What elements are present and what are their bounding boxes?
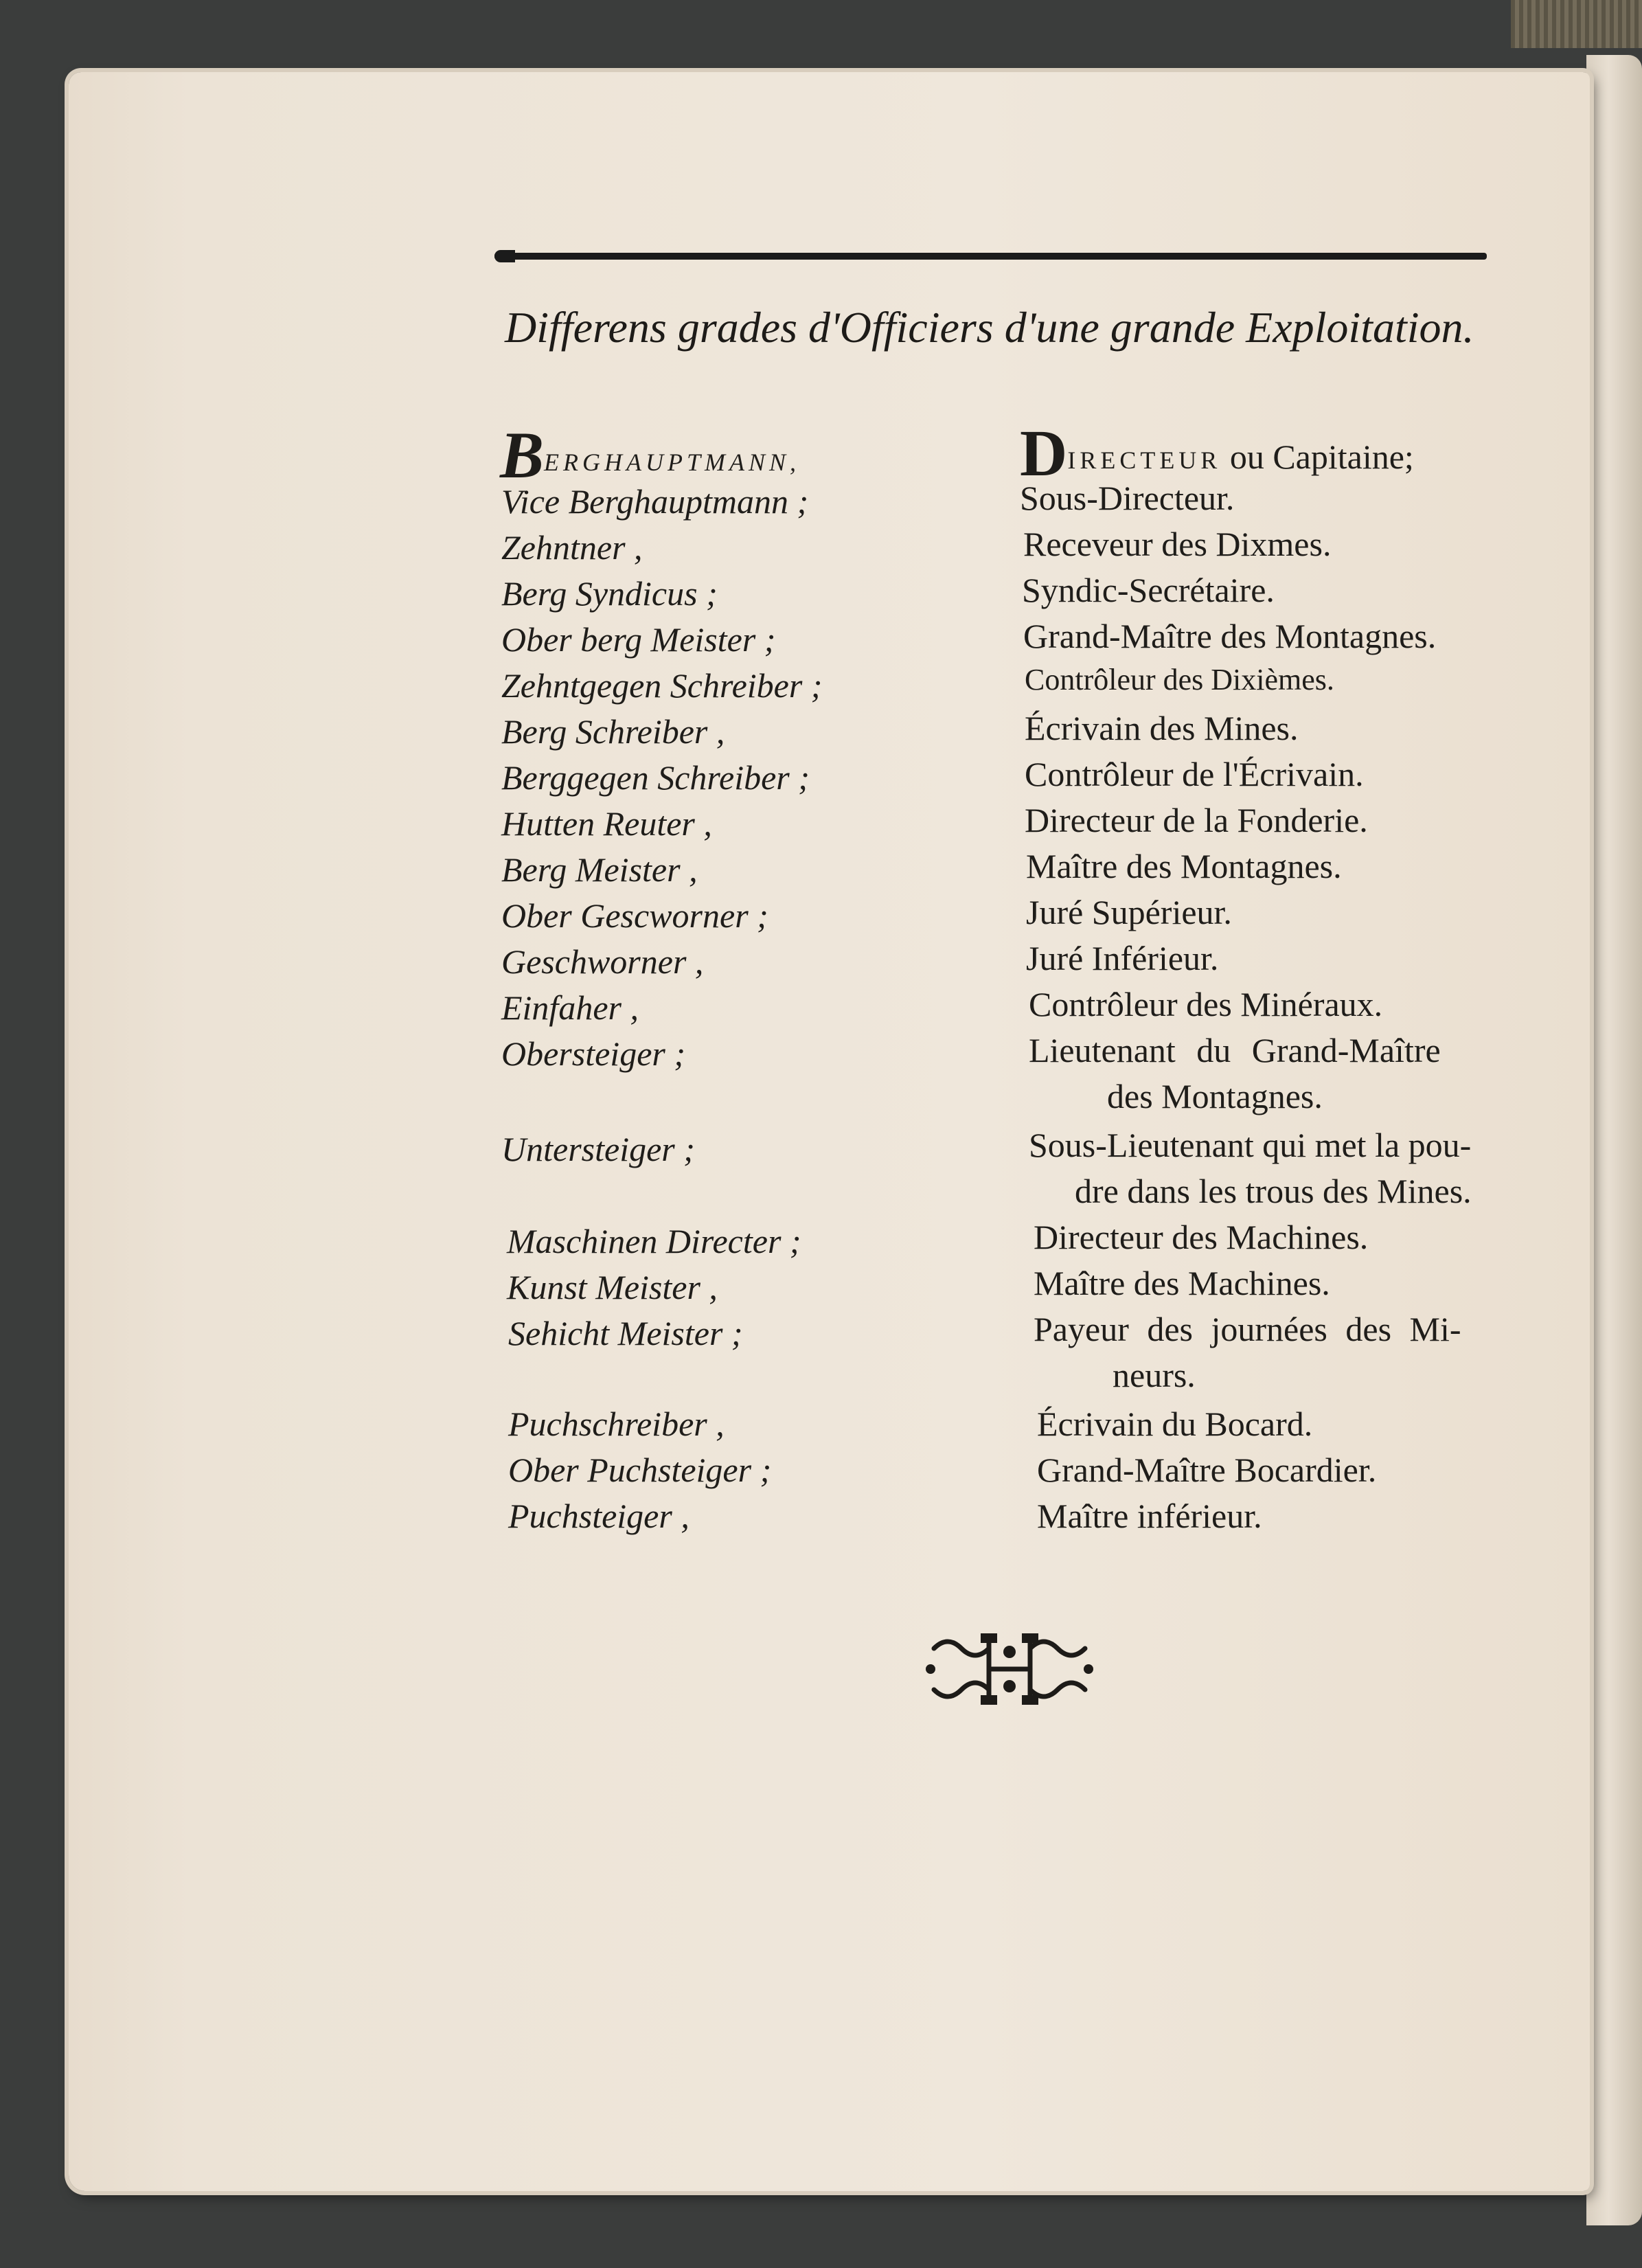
dropcap-d: D bbox=[1020, 416, 1068, 490]
right-entry-1: Sous-Directeur. bbox=[1020, 479, 1235, 517]
left-entry-13: Obersteiger ; bbox=[501, 1034, 685, 1073]
right-entry-5: Contrôleur des Dixièmes. bbox=[1025, 663, 1334, 696]
left-entry-20: Puchsteiger , bbox=[508, 1497, 689, 1535]
left-entry-3: Berg Syndicus ; bbox=[501, 574, 718, 613]
right-entry-2: Receveur des Dixmes. bbox=[1023, 525, 1332, 563]
left-entry-17: Sehicht Meister ; bbox=[508, 1314, 743, 1352]
tailpiece-ornament-icon bbox=[920, 1628, 1099, 1710]
right-entry-8: Directeur de la Fonderie. bbox=[1025, 801, 1368, 839]
left-entry-15: Maschinen Directer ; bbox=[507, 1222, 801, 1260]
left-entry-4: Ober berg Meister ; bbox=[501, 620, 776, 659]
right-entry-3: Syndic-Secrétaire. bbox=[1022, 571, 1275, 609]
right-entry-19: Payeur des journées des Mi- bbox=[1034, 1310, 1461, 1348]
left-entry-5: Zehntgegen Schreiber ; bbox=[501, 666, 823, 705]
left-entry-12: Einfaher , bbox=[501, 988, 639, 1027]
left-entry-11: Geschworner , bbox=[501, 942, 704, 981]
book-binding bbox=[1511, 0, 1642, 48]
right-entry-16: dre dans les trous des Mines. bbox=[1075, 1172, 1472, 1210]
right-entry-18: Maître des Machines. bbox=[1034, 1264, 1330, 1302]
right-entry-6: Écrivain des Mines. bbox=[1025, 709, 1299, 747]
header-rule bbox=[494, 253, 1487, 260]
right-entry-0-caps: IRECTEUR bbox=[1067, 446, 1222, 474]
right-entry-12: Contrôleur des Minéraux. bbox=[1029, 985, 1383, 1023]
left-entry-7: Berggegen Schreiber ; bbox=[501, 758, 810, 797]
page-edge bbox=[1586, 55, 1642, 2225]
left-entry-0-rest: ERGHAUPTMANN, bbox=[544, 449, 801, 476]
right-entry-10: Juré Supérieur. bbox=[1026, 893, 1232, 931]
right-entry-14: des Montagnes. bbox=[1107, 1077, 1323, 1115]
right-entry-0-rest: ou Capitaine; bbox=[1221, 438, 1414, 476]
right-entry-11: Juré Inférieur. bbox=[1026, 939, 1219, 977]
left-entry-8: Hutten Reuter , bbox=[501, 804, 712, 843]
page-heading: Differens grades d'Officiers d'une grande Exploitation. bbox=[505, 303, 1474, 352]
left-entry-18: Puchschreiber , bbox=[508, 1405, 725, 1443]
right-entry-7: Contrôleur de l'Écrivain. bbox=[1025, 755, 1364, 793]
right-entry-22: Grand-Maître Bocardier. bbox=[1037, 1451, 1377, 1489]
left-entry-1: Vice Berghauptmann ; bbox=[501, 482, 809, 521]
right-entry-21: Écrivain du Bocard. bbox=[1037, 1405, 1313, 1443]
left-entry-0 bbox=[500, 418, 801, 492]
right-entry-23: Maître inférieur. bbox=[1037, 1497, 1262, 1535]
left-entry-2: Zehntner , bbox=[501, 528, 643, 567]
left-entry-14: Untersteiger ; bbox=[501, 1130, 695, 1168]
right-entry-20: neurs. bbox=[1113, 1356, 1196, 1394]
left-entry-10: Ober Gescworner ; bbox=[501, 896, 768, 935]
left-entry-9: Berg Meister , bbox=[501, 850, 698, 889]
right-entry-17: Directeur des Machines. bbox=[1034, 1218, 1369, 1256]
right-entry-0 bbox=[1020, 416, 1414, 490]
left-entry-19: Ober Puchsteiger ; bbox=[508, 1451, 772, 1489]
dropcap-b: B bbox=[500, 418, 545, 492]
left-entry-6: Berg Schreiber , bbox=[501, 712, 725, 751]
right-entry-15: Sous-Lieutenant qui met la pou- bbox=[1029, 1126, 1472, 1164]
right-entry-9: Maître des Montagnes. bbox=[1026, 847, 1342, 885]
left-entry-16: Kunst Meister , bbox=[507, 1268, 718, 1306]
right-entry-4: Grand-Maître des Montagnes. bbox=[1023, 617, 1437, 655]
right-entry-13: Lieutenant du Grand-Maître bbox=[1029, 1031, 1441, 1069]
